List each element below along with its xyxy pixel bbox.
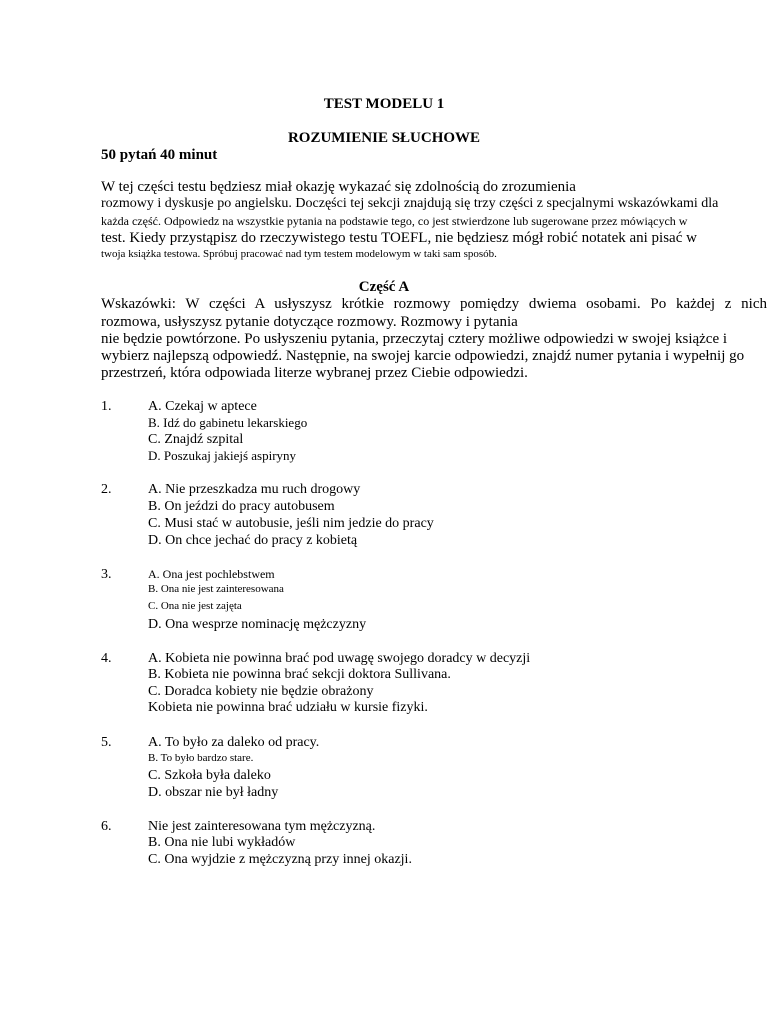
answer-option: A. To było za daleko od pracy. bbox=[148, 735, 320, 750]
question-number: 3. bbox=[101, 567, 112, 582]
answer-option: A. Czekaj w aptece bbox=[148, 399, 257, 414]
question-number: 2. bbox=[101, 482, 112, 497]
intro-line: test. Kiedy przystąpisz do rzeczywistego testu TOEFL, nie będziesz mógł robić notatek ani pisać w bbox=[101, 230, 697, 246]
intro-line: rozmowy i dyskusje po angielsku. Doczęści tej sekcji znajdują się trzy części z specjalnymi wskazówkami dla bbox=[101, 196, 719, 211]
answer-option: B. On jeździ do pracy autobusem bbox=[148, 499, 335, 514]
question-number: 1. bbox=[101, 399, 112, 414]
intro-line: twoja książka testowa. Spróbuj pracować nad tym testem modelowym w taki sam sposób. bbox=[101, 248, 497, 260]
intro-line: W tej części testu będziesz miał okazję wykazać się zdolnością do zrozumienia bbox=[101, 179, 576, 195]
answer-option: B. Idź do gabinetu lekarskiego bbox=[148, 415, 308, 430]
part-a-instructions-line: rozmowa, usłyszysz pytanie dotyczące rozmowy. Rozmowy i pytania bbox=[101, 314, 518, 330]
document-title: TEST MODELU 1 bbox=[323, 96, 445, 112]
answer-option: D. obszar nie był ładny bbox=[148, 785, 279, 800]
intro-line: każda część. Odpowiedz na wszystkie pytania na podstawie tego, co jest stwierdzone lub sugerowane przez mówiących w bbox=[101, 214, 688, 228]
part-a-heading: Część A bbox=[358, 279, 410, 295]
answer-option: A. Kobieta nie powinna brać pod uwagę swojego doradcy w decyzji bbox=[148, 651, 531, 666]
answer-option: C. Szkoła była daleko bbox=[148, 768, 271, 783]
answer-option: B. To było bardzo stare. bbox=[148, 752, 254, 764]
answer-option: B. Kobieta nie powinna brać sekcji doktora Sullivana. bbox=[148, 667, 451, 682]
answer-option: C. Znajdź szpital bbox=[148, 432, 244, 447]
answer-option: A. Nie przeszkadza mu ruch drogowy bbox=[148, 482, 361, 497]
part-a-instructions-line: wybierz najlepszą odpowiedź. Następnie, na swojej karcie odpowiedzi, znajdź numer pytania i wypełnij go bbox=[101, 348, 745, 364]
answer-option: D. Ona wesprze nominację mężczyzny bbox=[148, 617, 367, 632]
part-a-instructions-line: Wskazówki: W części A usłyszysz krótkie rozmowy pomiędzy dwiema osobami. Po każdej z nich bbox=[101, 296, 767, 312]
answer-option: B. Ona nie jest zainteresowana bbox=[148, 583, 284, 595]
answer-option: Nie jest zainteresowana tym mężczyzną. bbox=[148, 819, 376, 834]
test-duration: 50 pytań 40 minut bbox=[101, 147, 218, 163]
question-number: 5. bbox=[101, 735, 112, 750]
answer-option: Kobieta nie powinna brać udziału w kursie fizyki. bbox=[148, 700, 428, 715]
question-number: 4. bbox=[101, 651, 112, 666]
answer-option: A. Ona jest pochlebstwem bbox=[148, 567, 275, 581]
question-number: 6. bbox=[101, 819, 112, 834]
answer-option: C. Musi stać w autobusie, jeśli nim jedzie do pracy bbox=[148, 516, 434, 531]
part-a-instructions-line: nie będzie powtórzone. Po usłyszeniu pytania, przeczytaj cztery możliwe odpowiedzi w swojej książce i bbox=[101, 331, 728, 347]
answer-option: D. Poszukaj jakiejś aspiryny bbox=[148, 448, 297, 463]
answer-option: C. Ona nie jest zajęta bbox=[148, 600, 242, 612]
answer-option: B. Ona nie lubi wykładów bbox=[148, 835, 296, 850]
part-a-instructions-line: przestrzeń, która odpowiada literze wybranej przez Ciebie odpowiedzi. bbox=[101, 365, 528, 381]
answer-option: D. On chce jechać do pracy z kobietą bbox=[148, 533, 358, 548]
answer-option: C. Ona wyjdzie z mężczyzną przy innej okazji. bbox=[148, 852, 412, 867]
section-title: ROZUMIENIE SŁUCHOWE bbox=[287, 130, 481, 146]
answer-option: C. Doradca kobiety nie będzie obrażony bbox=[148, 684, 374, 699]
